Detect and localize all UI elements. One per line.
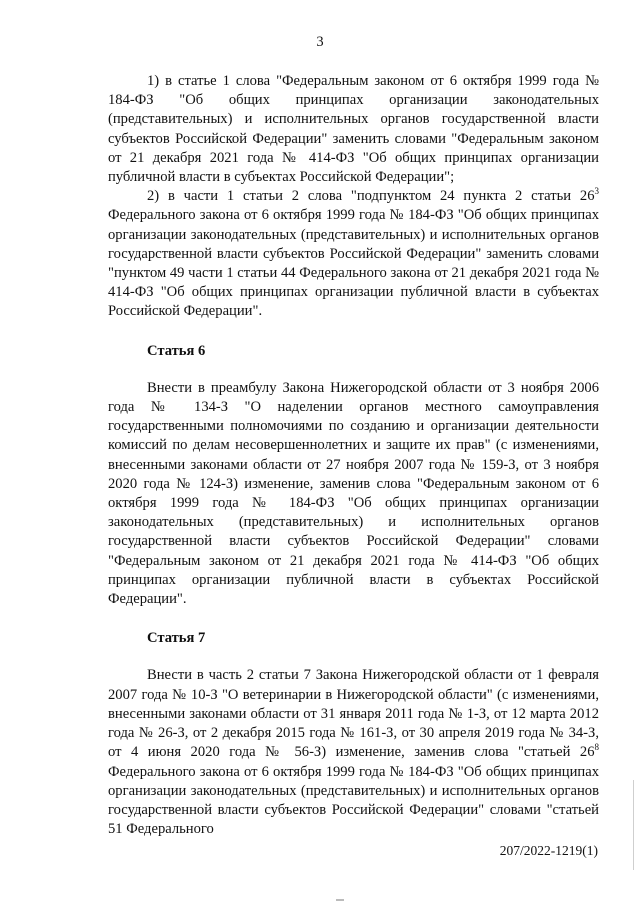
scan-dot-mark — [336, 899, 344, 901]
article5-item-2-text-a: 2) в части 1 статьи 2 слова "подпунктом 24 пункта 2 статьи 26 — [147, 188, 595, 205]
article7-text — [108, 666, 599, 839]
page-number: 3 — [316, 34, 324, 50]
article5-item-2 — [108, 187, 599, 321]
scan-edge-mark — [633, 780, 634, 870]
document-body — [108, 72, 599, 839]
article7-title: Статья 7 — [147, 630, 206, 647]
article7-superscript: 8 — [594, 742, 599, 753]
article7-text-b: Федерального закона от 6 октября 1999 года № 184-ФЗ "Об общих принципах организации законодательных (представительных) и исполнительных органов государственной власти субъектов Российской Федерации" словами "статьей 51 Федерального — [108, 763, 599, 838]
article6-title: Статья 6 — [147, 342, 206, 359]
article5-item-1: 1) в статье 1 слова "Федеральным законом от 6 октября 1999 года № 184-ФЗ "Об общих принципах организации законодательных (представительных) и исполнительных органов государственной власти субъектов Российской Федерации" заменить словами "Федеральным законом от 21 декабря 2021 года № 414-ФЗ "Об общих принципах организации публичной власти в субъектах Российской Федерации"; — [108, 73, 599, 186]
article5-item-2-text-b: Федерального закона от 6 октября 1999 года № 184-ФЗ "Об общих принципах организации законодательных (представительных) и исполнительных органов государственной власти субъектов Российской Федерации" заменить словами "пунктом 49 части 1 статьи 44 Федерального закона от 21 декабря 2021 года № 414-ФЗ "Об общих принципах организации публичной власти в субъектах Российской Федерации". — [108, 207, 599, 320]
article7-text-a: Внести в часть 2 статьи 7 Закона Нижегородской области от 1 февраля 2007 года № 10-З "О ветеринарии в Нижегородской области" (с изменениями, внесенными законами области от 31 января 2011 года № 1-З, от 12 марта 2012 года № 26-З, от 2 декабря 2015 года № 161-З, от 30 апреля 2019 года № 34-З, от 4 июня 2020 года № 56-З) изменение, заменив слова "статьей 26 — [108, 667, 599, 761]
article6-text: Внести в преамбулу Закона Нижегородской области от 3 ноября 2006 года № 134-З "О наделении органов местного самоуправления государственными полномочиями по созданию и организации деятельности комиссий по делам несовершеннолетних и защите их прав" (с изменениями, внесенными законами области от 27 ноября 2007 года № 159-З, от 3 ноября 2020 года № 124-З) изменение, заменив слова "Федеральным законом от 6 октября 1999 года № 184-ФЗ "Об общих принципах организации законодательных (представительных) и исполнительных органов государственной власти субъектов Российской Федерации" словами "Федеральным законом от 21 декабря 2021 года № 414-ФЗ "Об общих принципах организации публичной власти в субъектах Российской Федерации". — [108, 379, 599, 608]
article5-item-2-superscript: 3 — [594, 186, 599, 197]
document-code: 207/2022-1219(1) — [499, 843, 598, 858]
